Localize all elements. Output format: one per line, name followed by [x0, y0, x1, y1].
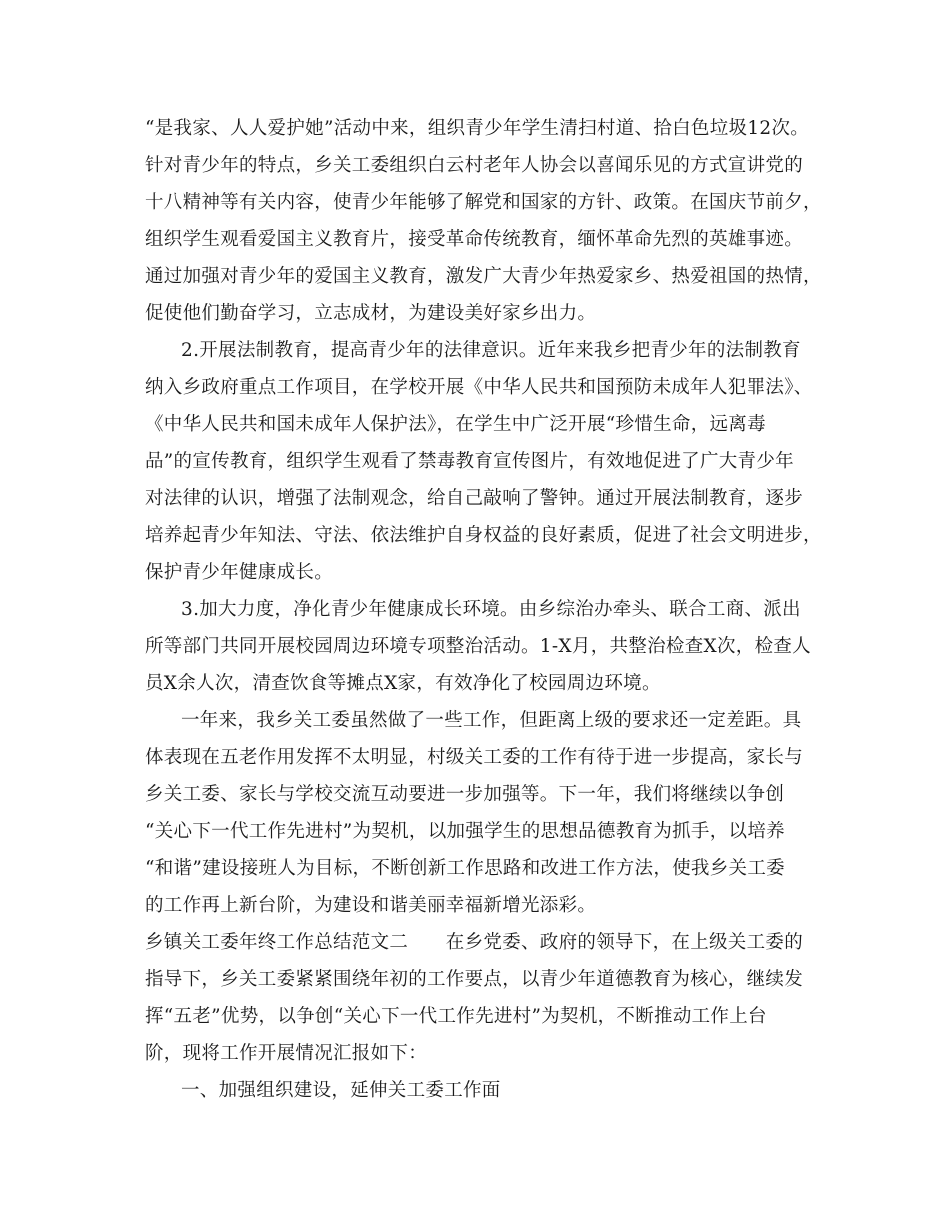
text-line: 品”的宣传教育，组织学生观看了禁毒教育宣传图片，有效地促进了广大青少年: [145, 451, 794, 472]
text-line: 《中华人民共和国未成年人保护法》，在学生中广泛开展“珍惜生命，远离毒: [145, 414, 766, 435]
text-line: 指导下，乡关工委紧紧围绕年初的工作要点，以青少年道德教育为核心，继续发: [145, 969, 804, 990]
paragraph-start-line: 一年来，我乡关工委虽然做了一些工作，但距离上级的要求还一定差距。具: [181, 710, 802, 731]
text-line: “是我家、人人爱护她”活动中来，组织青少年学生清扫村道、拾白色垃圾12次。: [145, 118, 810, 139]
text-line: 的工作再上新台阶，为建设和谐美丽幸福新增光添彩。: [145, 895, 597, 916]
text-line: 对法律的认识，增强了法制观念，给自己敲响了警钟。通过开展法制教育，逐步: [145, 488, 804, 509]
text-line: 培养起青少年知法、守法、依法维护自身权益的良好素质，促进了社会文明进步，: [145, 525, 822, 546]
text-line: “关心下一代工作先进村”为契机，以加强学生的思想品德教育为抓手，以培养: [145, 821, 785, 842]
text-line: 阶，现将工作开展情况汇报如下：: [145, 1043, 428, 1064]
text-line: 员X余人次，清查饮食等摊点X家，有效净化了校园周边环境。: [145, 673, 661, 694]
text-line: 体表现在五老作用发挥不太明显，村级关工委的工作有待于进一步提高，家长与: [145, 747, 804, 768]
text-line: 十八精神等有关内容，使青少年能够了解党和国家的方针、政策。在国庆节前夕，: [145, 192, 822, 213]
text-line: 乡关工委、家长与学校交流互动要进一步加强等。下一年，我们将继续以争创: [145, 784, 785, 805]
text-line: 纳入乡政府重点工作项目，在学校开展《中华人民共和国预防未成年人犯罪法》、: [145, 377, 813, 398]
paragraph-start-line: 3.加大力度，净化青少年健康成长环境。由乡综治办牵头、联合工商、派出: [181, 599, 801, 620]
text-line: 挥“五老”优势，以争创“关心下一代工作先进村”为契机，不断推动工作上台: [145, 1006, 767, 1027]
text-line: “和谐”建设接班人为目标，不断创新工作思路和改进工作方法，使我乡关工委: [145, 858, 785, 879]
text-line: 针对青少年的特点，乡关工委组织白云村老年人协会以喜闻乐见的方式宣讲党的: [145, 155, 804, 176]
text-line: 保护青少年健康成长。: [145, 562, 334, 583]
heading-line: 一、加强组织建设，延伸关工委工作面: [181, 1080, 501, 1101]
text-line: 促使他们勤奋学习，立志成材，为建设美好家乡出力。: [145, 303, 597, 324]
paragraph-start-line: 2.开展法制教育，提高青少年的法律意识。近年来我乡把青少年的法制教育: [181, 340, 801, 361]
section-title-line: 乡镇关工委年终工作总结范文二 在乡党委、政府的领导下，在上级关工委的: [145, 932, 804, 953]
text-line: 组织学生观看爱国主义教育片，接受革命传统教育，缅怀革命先烈的英雄事迹。: [145, 229, 804, 250]
text-line: 通过加强对青少年的爱国主义教育，激发广大青少年热爱家乡、热爱祖国的热情，: [145, 266, 822, 287]
text-line: 所等部门共同开展校园周边环境专项整治活动。1-X月，共整治检查X次，检查人: [145, 636, 811, 657]
